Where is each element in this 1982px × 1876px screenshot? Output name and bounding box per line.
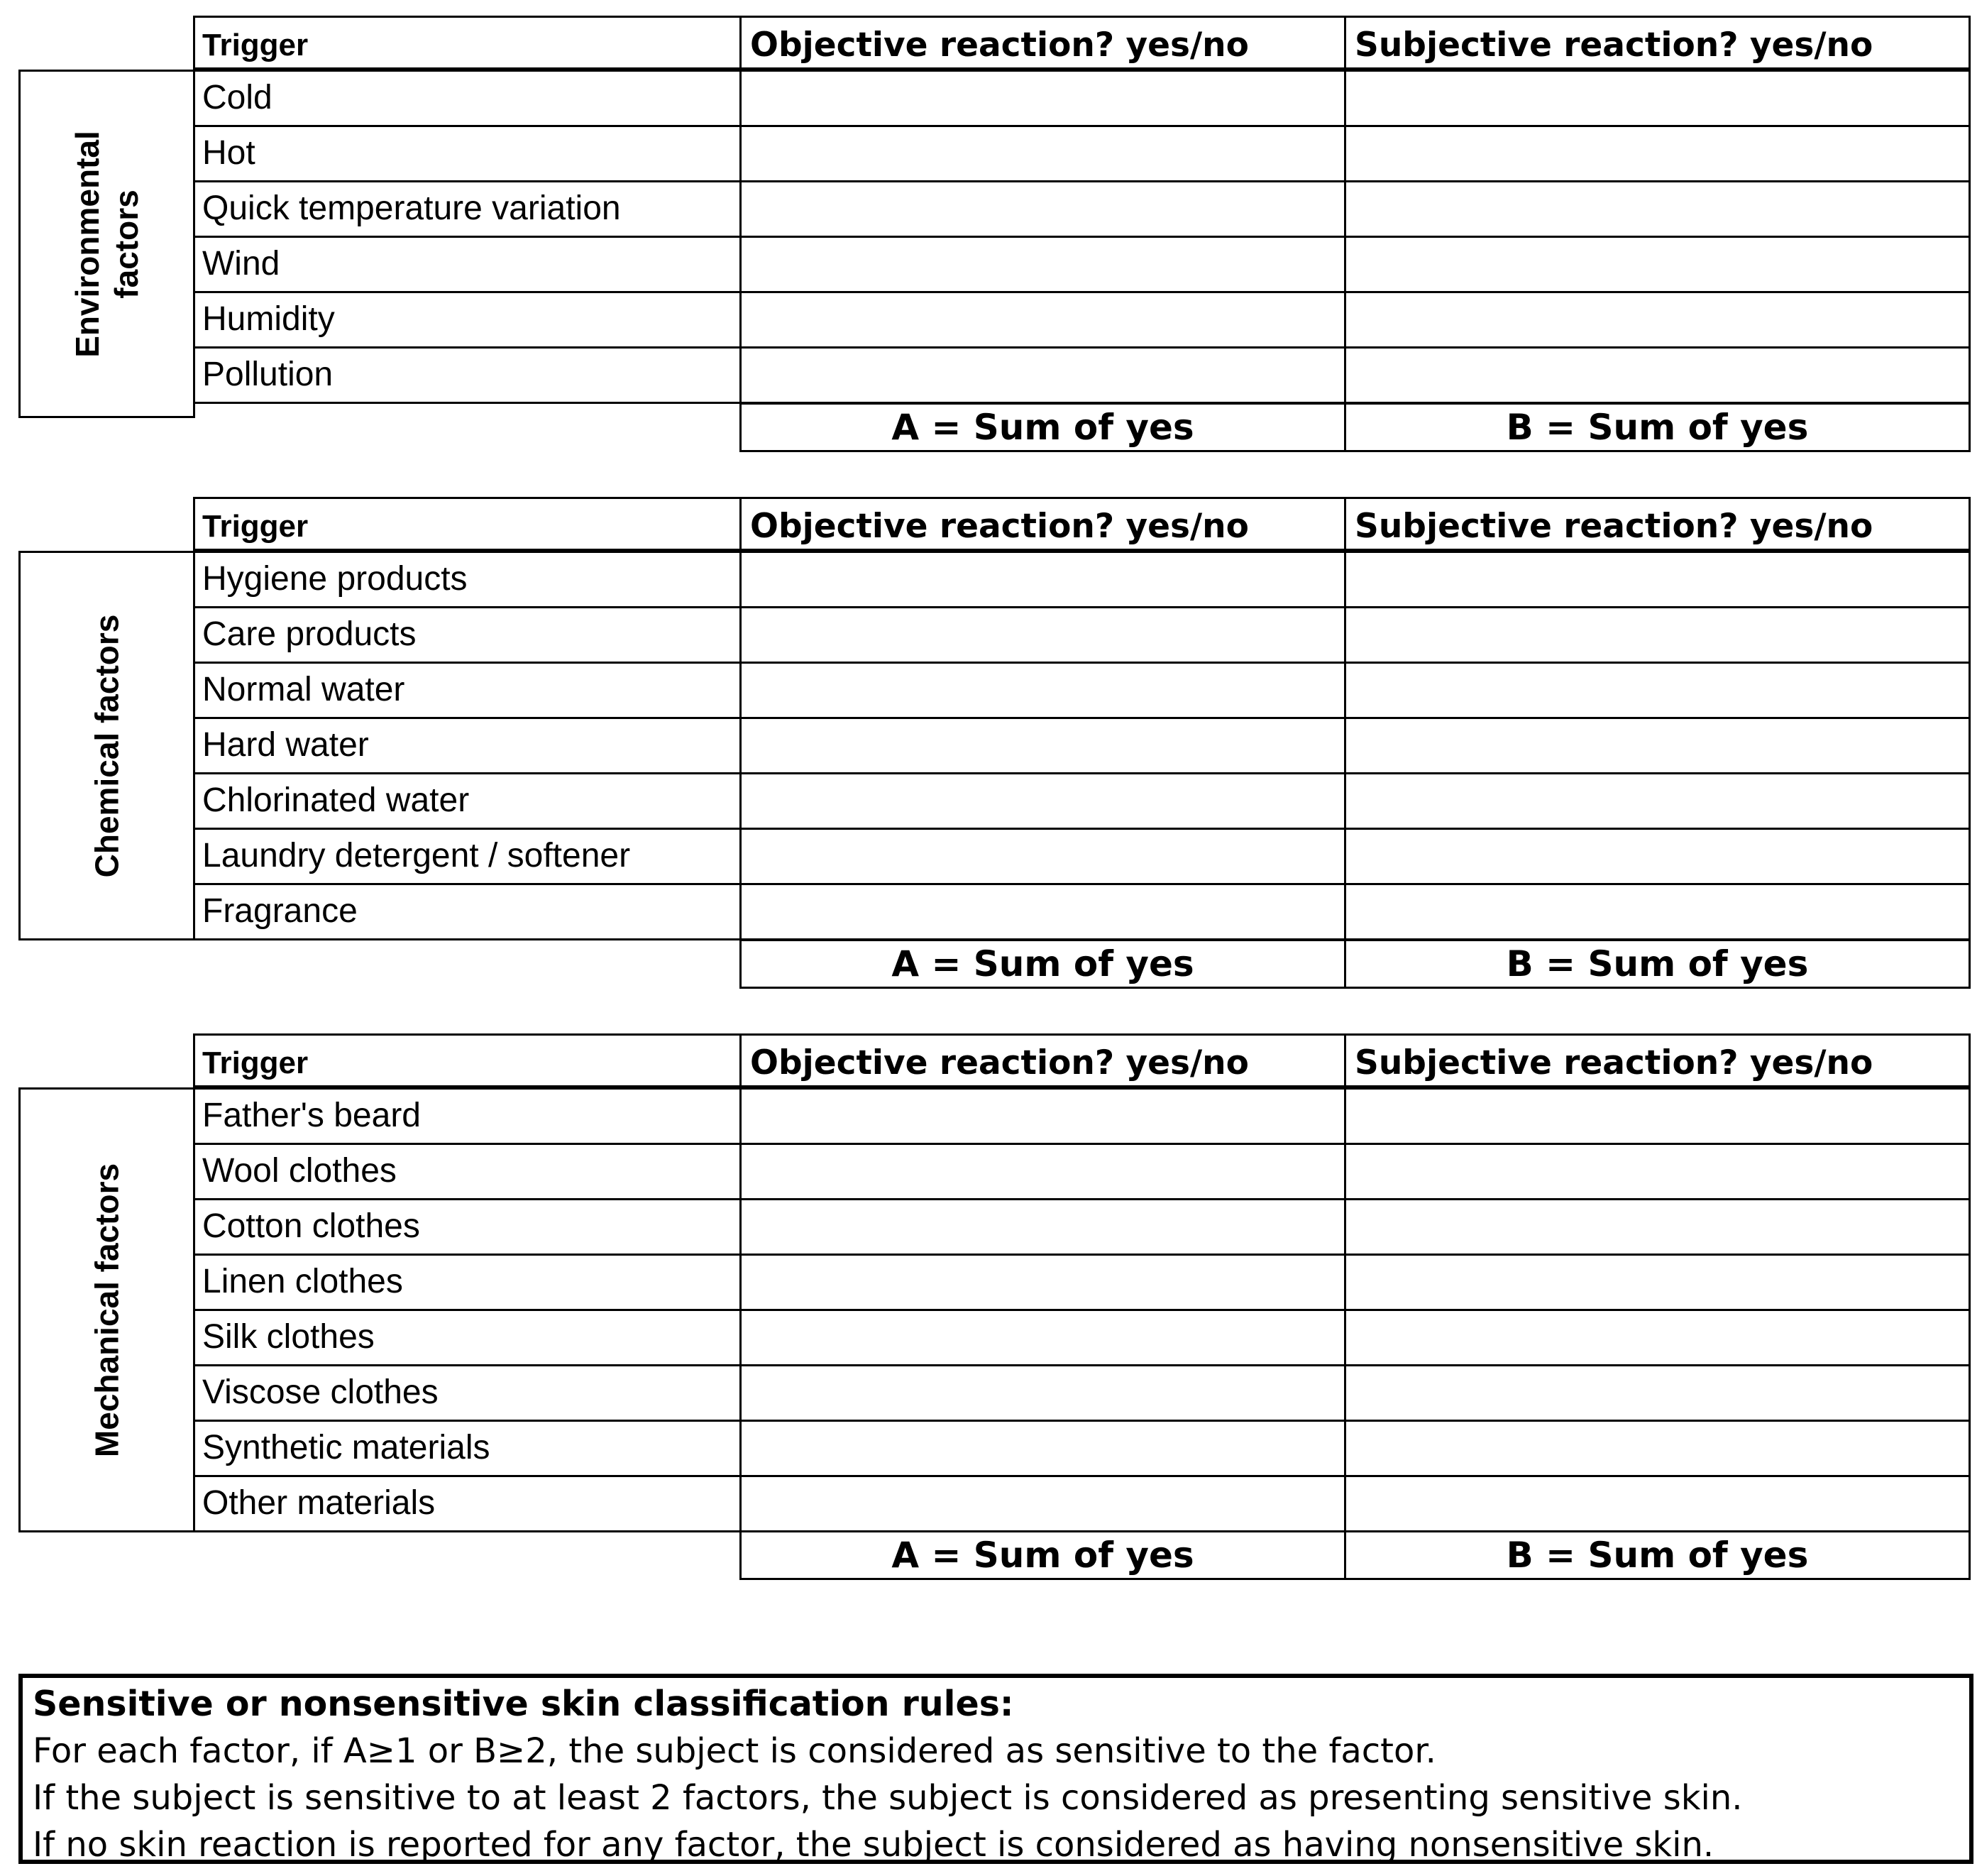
trigger-cell — [193, 180, 742, 238]
objective-answer-cell[interactable] — [739, 346, 1346, 404]
trigger-label: Linen clothes — [202, 1263, 403, 1300]
subjective-answer-cell[interactable] — [1344, 1364, 1971, 1422]
trigger-label: Humidity — [202, 300, 335, 338]
trigger-cell — [193, 1143, 742, 1200]
category-cell — [18, 1087, 195, 1532]
sum-b-cell: B = Sum of yes — [1344, 402, 1971, 452]
trigger-cell — [193, 236, 742, 293]
trigger-column-header: Trigger — [193, 16, 742, 70]
objective-answer-cell[interactable] — [739, 236, 1346, 293]
trigger-label: Hard water — [202, 726, 369, 764]
trigger-cell — [193, 1198, 742, 1256]
objective-answer-cell[interactable] — [739, 1475, 1346, 1532]
objective-answer-cell[interactable] — [739, 291, 1346, 349]
trigger-label: Laundry detergent / softener — [202, 837, 631, 874]
subjective-answer-cell[interactable] — [1344, 1420, 1971, 1477]
subjective-answer-cell[interactable] — [1344, 125, 1971, 182]
category-cell — [18, 551, 195, 940]
trigger-cell — [193, 1309, 742, 1366]
subjective-answer-cell[interactable] — [1344, 828, 1971, 885]
trigger-label: Care products — [202, 615, 417, 653]
objective-answer-cell[interactable] — [739, 828, 1346, 885]
objective-answer-cell[interactable] — [739, 180, 1346, 238]
trigger-label: Wool clothes — [202, 1152, 397, 1190]
objective-column-header: Objective reaction? yes/no — [739, 497, 1346, 551]
objective-answer-cell[interactable] — [739, 883, 1346, 940]
trigger-label: Wind — [202, 245, 280, 283]
trigger-column-header: Trigger — [193, 497, 742, 551]
trigger-cell — [193, 551, 742, 608]
category-label: Environmental factors — [68, 130, 145, 358]
sum-a-cell: A = Sum of yes — [739, 402, 1346, 452]
objective-answer-cell[interactable] — [739, 1364, 1346, 1422]
sum-a-cell: A = Sum of yes — [739, 939, 1346, 989]
category-label: Mechanical factors — [87, 1163, 125, 1457]
subjective-answer-cell[interactable] — [1344, 236, 1971, 293]
trigger-label: Father's beard — [202, 1097, 421, 1134]
classification-rules-box — [18, 1674, 1973, 1864]
objective-answer-cell[interactable] — [739, 1087, 1346, 1145]
trigger-label: Silk clothes — [202, 1318, 375, 1356]
sum-b-cell: B = Sum of yes — [1344, 939, 1971, 989]
objective-answer-cell[interactable] — [739, 1420, 1346, 1477]
trigger-label: Fragrance — [202, 892, 358, 930]
trigger-label: Chlorinated water — [202, 781, 470, 819]
trigger-cell — [193, 717, 742, 774]
objective-column-header: Objective reaction? yes/no — [739, 16, 1346, 70]
objective-answer-cell[interactable] — [739, 1198, 1346, 1256]
subjective-column-header: Subjective reaction? yes/no — [1344, 16, 1971, 70]
trigger-cell — [193, 606, 742, 664]
trigger-label: Viscose clothes — [202, 1373, 439, 1411]
trigger-label: Cotton clothes — [202, 1207, 420, 1245]
rules-line: If the subject is sensitive to at least 2 factors, the subject is considered as presenting sensitive skin. — [33, 1778, 1743, 1818]
subjective-answer-cell[interactable] — [1344, 1309, 1971, 1366]
rules-title: Sensitive or nonsensitive skin classification rules: — [33, 1684, 1014, 1724]
trigger-cell — [193, 1364, 742, 1422]
objective-answer-cell[interactable] — [739, 717, 1346, 774]
trigger-cell — [193, 70, 742, 127]
trigger-label: Hygiene products — [202, 560, 468, 598]
subjective-answer-cell[interactable] — [1344, 883, 1971, 940]
subjective-column-header: Subjective reaction? yes/no — [1344, 497, 1971, 551]
objective-answer-cell[interactable] — [739, 1143, 1346, 1200]
rules-line: For each factor, if A≥1 or B≥2, the subject is considered as sensitive to the factor. — [33, 1731, 1436, 1771]
trigger-label: Normal water — [202, 671, 405, 708]
objective-answer-cell[interactable] — [739, 70, 1346, 127]
sum-a-cell: A = Sum of yes — [739, 1530, 1346, 1580]
subjective-answer-cell[interactable] — [1344, 1143, 1971, 1200]
category-cell — [18, 70, 195, 418]
trigger-cell — [193, 346, 742, 404]
subjective-answer-cell[interactable] — [1344, 772, 1971, 830]
trigger-column-header: Trigger — [193, 1033, 742, 1087]
trigger-cell — [193, 1475, 742, 1532]
trigger-cell — [193, 1087, 742, 1145]
trigger-cell — [193, 772, 742, 830]
objective-answer-cell[interactable] — [739, 1309, 1346, 1366]
subjective-answer-cell[interactable] — [1344, 1198, 1971, 1256]
subjective-column-header: Subjective reaction? yes/no — [1344, 1033, 1971, 1087]
subjective-answer-cell[interactable] — [1344, 1475, 1971, 1532]
sum-b-cell: B = Sum of yes — [1344, 1530, 1971, 1580]
trigger-cell — [193, 828, 742, 885]
subjective-answer-cell[interactable] — [1344, 662, 1971, 719]
subjective-answer-cell[interactable] — [1344, 180, 1971, 238]
trigger-cell — [193, 291, 742, 349]
subjective-answer-cell[interactable] — [1344, 291, 1971, 349]
subjective-answer-cell[interactable] — [1344, 606, 1971, 664]
subjective-answer-cell[interactable] — [1344, 551, 1971, 608]
rules-line: If no skin reaction is reported for any factor, the subject is considered as having nonsensitive skin. — [33, 1825, 1714, 1865]
subjective-answer-cell[interactable] — [1344, 1254, 1971, 1311]
objective-answer-cell[interactable] — [739, 662, 1346, 719]
trigger-label: Cold — [202, 79, 272, 116]
subjective-answer-cell[interactable] — [1344, 1087, 1971, 1145]
subjective-answer-cell[interactable] — [1344, 346, 1971, 404]
objective-column-header: Objective reaction? yes/no — [739, 1033, 1346, 1087]
trigger-cell — [193, 125, 742, 182]
trigger-cell — [193, 1420, 742, 1477]
subjective-answer-cell[interactable] — [1344, 717, 1971, 774]
subjective-answer-cell[interactable] — [1344, 70, 1971, 127]
category-label: Chemical factors — [87, 614, 125, 877]
objective-answer-cell[interactable] — [739, 606, 1346, 664]
trigger-label: Synthetic materials — [202, 1429, 490, 1466]
trigger-label: Other materials — [202, 1484, 436, 1522]
objective-answer-cell[interactable] — [739, 1254, 1346, 1311]
trigger-cell — [193, 883, 742, 940]
objective-answer-cell[interactable] — [739, 125, 1346, 182]
objective-answer-cell[interactable] — [739, 772, 1346, 830]
trigger-cell — [193, 662, 742, 719]
trigger-label: Quick temperature variation — [202, 190, 621, 227]
trigger-label: Hot — [202, 134, 255, 172]
objective-answer-cell[interactable] — [739, 551, 1346, 608]
trigger-cell — [193, 1254, 742, 1311]
trigger-label: Pollution — [202, 356, 334, 393]
